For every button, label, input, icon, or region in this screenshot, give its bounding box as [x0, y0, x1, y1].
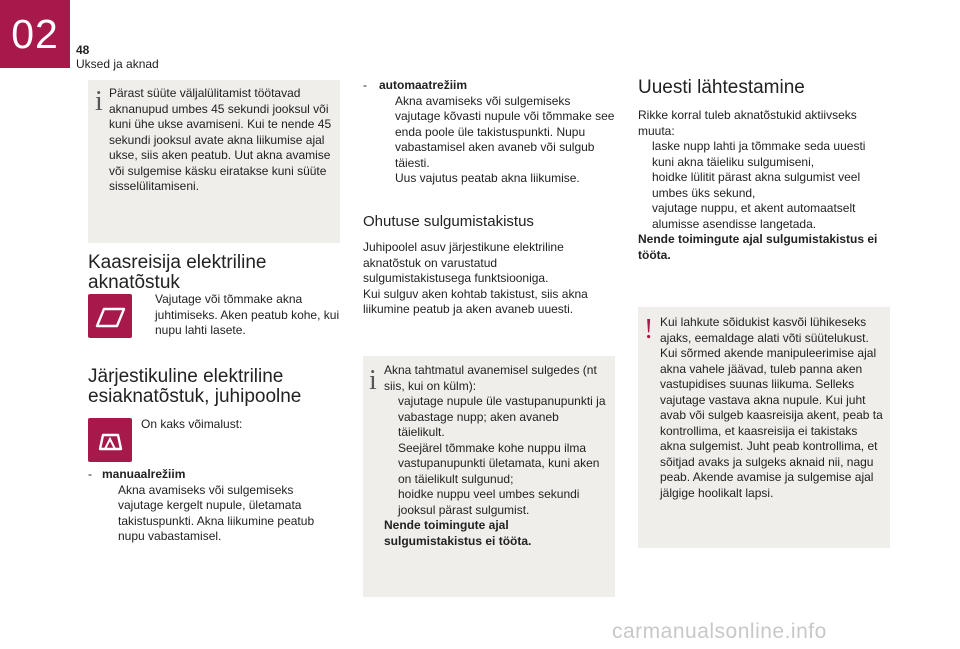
- info-bullet-2: [384, 441, 606, 488]
- info-box-closing: [363, 356, 615, 597]
- safety-title: Ohutuse sulgumistakistus: [363, 213, 534, 230]
- auto-bullet-2: [381, 171, 615, 187]
- reset-bullet-3: [638, 201, 890, 232]
- dash: -: [363, 78, 367, 92]
- reset-bullet-1: [638, 139, 890, 170]
- page-number: 48: [76, 43, 90, 57]
- auto-bullet-1-text: Akna avamiseks või sulgemiseks vajutage kõvasti nupule või tõmmake see enda poole üle takistuspunkti. Nupu vabastamisel aken avaneb või sulgub täiesti.: [395, 93, 615, 170]
- reset-bullet-3-text: vajutage nuppu, et akent automaatselt alumisse asendisse langetada.: [652, 201, 856, 231]
- manual-mode: [88, 467, 340, 545]
- warning-icon: !: [644, 314, 654, 345]
- passenger-bullet: [141, 292, 341, 339]
- auto-title: automaatrežiim: [379, 78, 468, 92]
- manual-title: manuaalrežiim: [102, 467, 186, 481]
- safety-text-1: Juhipoolel asuv järjestikune elektriline aknatõstuk on varustatud sulgumistakistusega funktsiooniga.: [363, 240, 564, 285]
- auto-bullet-2-text: Uus vajutus peatab akna liikumise.: [395, 171, 580, 185]
- reset-content: [638, 108, 890, 263]
- reset-intro: Rikke korral tuleb aknatõstukid aktiivseks muuta:: [638, 108, 857, 138]
- safety-text: [363, 240, 608, 318]
- manual-bullet-text: Akna avamiseks või sulgemiseks vajutage kergelt nupule, ületamata takistuspunkti. Akna liikumine peatub nupu vabastamisel.: [118, 482, 315, 543]
- info-box-ignition: [88, 80, 340, 243]
- reset-bullet-1-text: laske nupp lahti ja tõmmake seda uuesti kuni akna täieliku sulgumiseni,: [652, 139, 866, 169]
- auto-bullet-1: [381, 94, 615, 172]
- reset-bullet-2-text: hoidke lülitit pärast akna sulgumist veel umbes üks sekund,: [652, 170, 861, 200]
- dash: -: [88, 467, 92, 481]
- info-content: [384, 363, 606, 549]
- driver-switch-icon: [88, 418, 132, 462]
- chapter-number: 02: [0, 0, 70, 68]
- info-bold: Nende toimingute ajal sulgumistakistus ei tööta.: [384, 518, 532, 548]
- seq-title-line-2: esiaknatõstuk, juhipoolne: [88, 386, 302, 407]
- auto-mode: [363, 78, 615, 187]
- passenger-title-line-1: Kaasreisija elektriline: [88, 252, 267, 273]
- info-bullet-3: [384, 487, 606, 518]
- seq-intro: On kaks võimalust:: [141, 417, 243, 431]
- passenger-title-line-2: aknatõstuk: [88, 272, 180, 293]
- info-bullet-3-text: hoidke nuppu veel umbes sekundi jooksul pärast sulgumist.: [398, 487, 580, 517]
- info-icon: i: [369, 365, 377, 396]
- safety-text-2: Kui sulguv aken kohtab takistust, siis akna liikumine peatub ja aken avaneb uuesti.: [363, 286, 588, 316]
- seq-title-line-1: Järjestikuline elektriline: [88, 366, 284, 387]
- section-name: Uksed ja aknad: [76, 57, 159, 71]
- reset-title: Uuesti lähtestamine: [638, 77, 805, 98]
- warning-text: Kui lahkute sõidukist kasvõi lühikeseks ajaks, eemaldage alati võti süütelukust. Kui sõrmed akende manipuleerimise ajal akna vahele jäävad, tuleb panna aken vastupidises suunas liikuma. Selleks vajutage vastava akna nupule. Kui juht avab või sulgeb kaasreisija akent, peab ta kontrollima, et kaasreisija ei takistaks akna sulgemist. Juht peab kontrollima, et sõitjad avaks ja sulgeks aknaid nii, nagu peab. Akende avamise ja sulgemise ajal jälgige hoolikalt lapsi.: [660, 315, 883, 500]
- passenger-switch-icon: [88, 294, 132, 338]
- info-icon: i: [95, 86, 103, 117]
- info-intro: Akna tahtmatul avanemisel sulgedes (nt siis, kui on külm):: [384, 363, 597, 393]
- info-bullet-2-text: Seejärel tõmmake kohe nuppu ilma vastupanupunkti ületamata, kuni aken on täielikult sulgunud;: [398, 440, 600, 486]
- info-text: Pärast süüte väljalülitamist töötavad aknanupud umbes 45 sekundi jooksul või kuni ühe ukse avamiseni. Kui te nende 45 sekundi jooksul avate akna liikumise ajal ukse, siis aken peatub. Uut akna avamise või sulgemise käsku eiratakse kuni süüte sisselülitamiseni.: [109, 86, 332, 193]
- passenger-bullet-text: Vajutage või tõmmake akna juhtimiseks. Aken peatub kohe, kui nupu lahti lasete.: [155, 292, 340, 337]
- manual-bullet: [104, 483, 340, 545]
- warning-box: [638, 307, 890, 548]
- passenger-window-title: [88, 253, 338, 293]
- reset-bold: Nende toimingute ajal sulgumistakistus ei tööta.: [638, 232, 878, 262]
- info-bullet-1-text: vajutage nupule üle vastupanupunkti ja vabastage nupp; aken avaneb täielikult.: [398, 394, 606, 439]
- info-bullet-1: [384, 394, 606, 441]
- watermark: carmanualsonline.info: [612, 620, 827, 643]
- sequential-window-title: [88, 367, 338, 407]
- reset-bullet-2: [638, 170, 890, 201]
